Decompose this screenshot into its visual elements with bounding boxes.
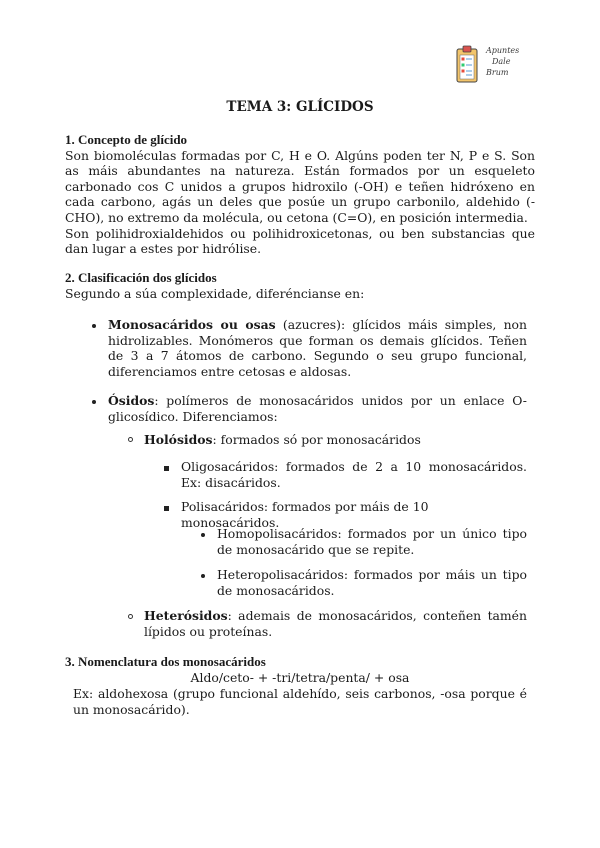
- page-title: TEMA 3: GLÍCIDOS: [226, 99, 374, 115]
- list-item-osidos: Ósidos: polímeros de monosacáridos unidos por un enlace O-glicosídico. Diferenciamos:: [108, 393, 527, 424]
- section-classification: [65, 270, 535, 301]
- paragraph: Son polihidroxialdehidos ou polihidroxicetonas, ou ben substancias que dan lugar a estes por hidrólise.: [65, 225, 535, 257]
- paragraph: Segundo a súa complexidade, diferéncianse en:: [65, 285, 365, 301]
- square-bullet-icon: [164, 466, 169, 471]
- bullet-icon: [201, 574, 205, 578]
- list-item-holosidos: Holósidos: formados só por monosacáridos: [144, 432, 421, 447]
- section-heading: 3. Nomenclatura dos monosacáridos: [65, 654, 266, 669]
- square-bullet-icon: [164, 506, 169, 511]
- section-heading: 2. Clasificación dos glícidos: [65, 270, 217, 285]
- list-item-homopolysaccharides: Homopolisacáridos: formados por un único tipo de monosacárido que se repite.: [217, 526, 527, 557]
- section-nomenclature: [65, 654, 535, 670]
- list-item-heteropolysaccharides: Heteropolisacáridos: formados por máis un tipo de monosacáridos.: [217, 567, 527, 598]
- logo: [455, 44, 545, 92]
- formula: Aldo/ceto- + -tri/tetra/penta/ + osa: [190, 670, 410, 685]
- bullet-icon: [92, 324, 96, 328]
- bullet-icon: [92, 400, 96, 404]
- logo-text: Apuntes Dale Brum: [486, 46, 520, 77]
- circle-bullet-icon: [128, 437, 133, 442]
- list-item-heterosidos: Heterósidos: ademais de monosacáridos, conteñen tamén lípidos ou proteínas.: [144, 608, 527, 639]
- bullet-icon: [201, 533, 205, 537]
- section-heading: 1. Concepto de glícido: [65, 132, 188, 147]
- list-item-polysaccharides: Polisacáridos: formados por máis de 10 monosacáridos.: [181, 499, 429, 530]
- clipboard-icon: [455, 44, 479, 84]
- circle-bullet-icon: [128, 614, 133, 619]
- section-concept: [65, 132, 535, 257]
- paragraph: Son biomoléculas formadas por C, H e O. Algúns poden ter N, P e S. Son as máis abundantes na natureza. Están formados por un esqueleto carbonado cos C unidos a grupos hidroxilo (-OH) e teñen hidróxeno en cada carbono, agás un deles que posúe un grupo carbonilo, aldehido (-CHO), no extremo da molécula, ou cetona (C=O), en posición intermedia.: [65, 147, 535, 225]
- list-item-oligosaccharides: Oligosacáridos: formados de 2 a 10 monosacáridos. Ex: disacáridos.: [181, 459, 527, 490]
- list-item-monosaccharides: Monosacáridos ou osas (azucres): glícidos máis simples, non hidrolizables. Monómeros que forman os demais glícidos. Teñen de 3 a 7 átomos de carbono. Segundo o seu grupo funcional, diferenciamos entre cetosas e aldosas.: [108, 317, 528, 379]
- example-paragraph: Ex: aldohexosa (grupo funcional aldehído, seis carbonos, -osa porque é un monosacárido).: [73, 686, 527, 717]
